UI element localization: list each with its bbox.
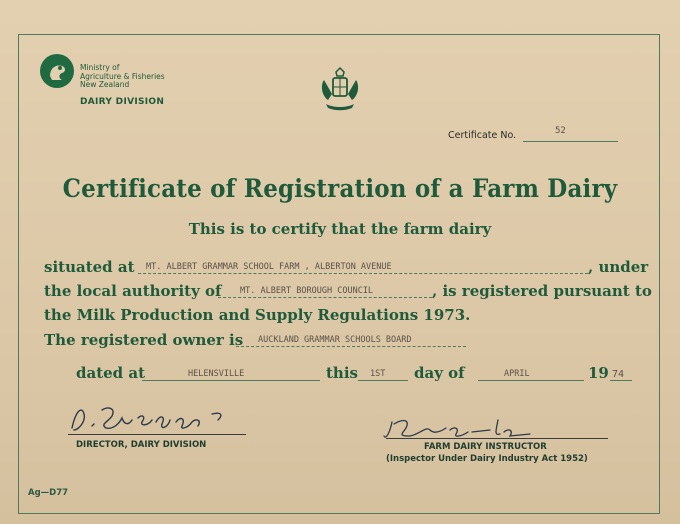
day-value: 1ST: [370, 369, 386, 379]
dated-label: dated at: [76, 364, 146, 382]
instructor-subcaption: (Inspector Under Dairy Industry Act 1952): [386, 454, 588, 464]
certificate-number-label: Certificate No.: [448, 130, 517, 141]
certificate-number-underline: [523, 141, 618, 142]
day-of-label: day of: [414, 364, 465, 382]
month-line: [478, 380, 584, 381]
situated-under-label: , under: [588, 258, 649, 276]
ministry-name: [80, 64, 165, 90]
instructor-signature-line: [386, 438, 608, 439]
division-label: DAIRY DIVISION: [80, 97, 165, 107]
authority-label: the local authority of: [44, 282, 222, 300]
ministry-line-2: Agriculture & Fisheries: [80, 71, 165, 81]
regulations-text: the Milk Production and Supply Regulations 1973.: [44, 306, 471, 324]
ministry-line-1: Ministry of: [80, 63, 120, 72]
form-reference: Ag—D77: [28, 488, 69, 498]
certificate-subtitle: This is to certify that the farm dairy: [188, 220, 492, 238]
year-value: 74: [612, 369, 625, 380]
situated-label: situated at: [44, 258, 135, 276]
instructor-caption: FARM DAIRY INSTRUCTOR: [424, 442, 547, 452]
month-value: APRIL: [504, 369, 530, 379]
director-signature-line: [68, 434, 246, 435]
certificate-number-value: 52: [555, 126, 566, 136]
day-line: [358, 380, 408, 381]
director-caption: DIRECTOR, DAIRY DIVISION: [76, 440, 207, 450]
ministry-logo-icon: [40, 54, 74, 88]
authority-value: MT. ALBERT BOROUGH COUNCIL: [240, 286, 374, 296]
director-signature: [62, 400, 252, 436]
dated-place-line: [142, 380, 320, 381]
owner-value: AUCKLAND GRAMMAR SCHOOLS BOARD: [258, 335, 412, 345]
situated-dashline: [138, 273, 588, 274]
this-label: this: [326, 364, 358, 382]
authority-dashline: [218, 297, 432, 298]
situated-value: MT. ALBERT GRAMMAR SCHOOL FARM , ALBERTON AVENUE: [146, 262, 392, 272]
owner-label: The registered owner is: [44, 331, 244, 349]
year-line: [610, 380, 632, 381]
certificate-title: Certificate of Registration of a Farm Dairy: [62, 174, 618, 203]
year-prefix: 19: [588, 364, 609, 382]
owner-dashline: [236, 346, 466, 347]
dated-place-value: HELENSVILLE: [188, 369, 245, 379]
ministry-line-3: New Zealand: [80, 80, 130, 89]
coat-of-arms-icon: [316, 66, 364, 114]
authority-suffix-label: , is registered pursuant to: [432, 282, 652, 300]
